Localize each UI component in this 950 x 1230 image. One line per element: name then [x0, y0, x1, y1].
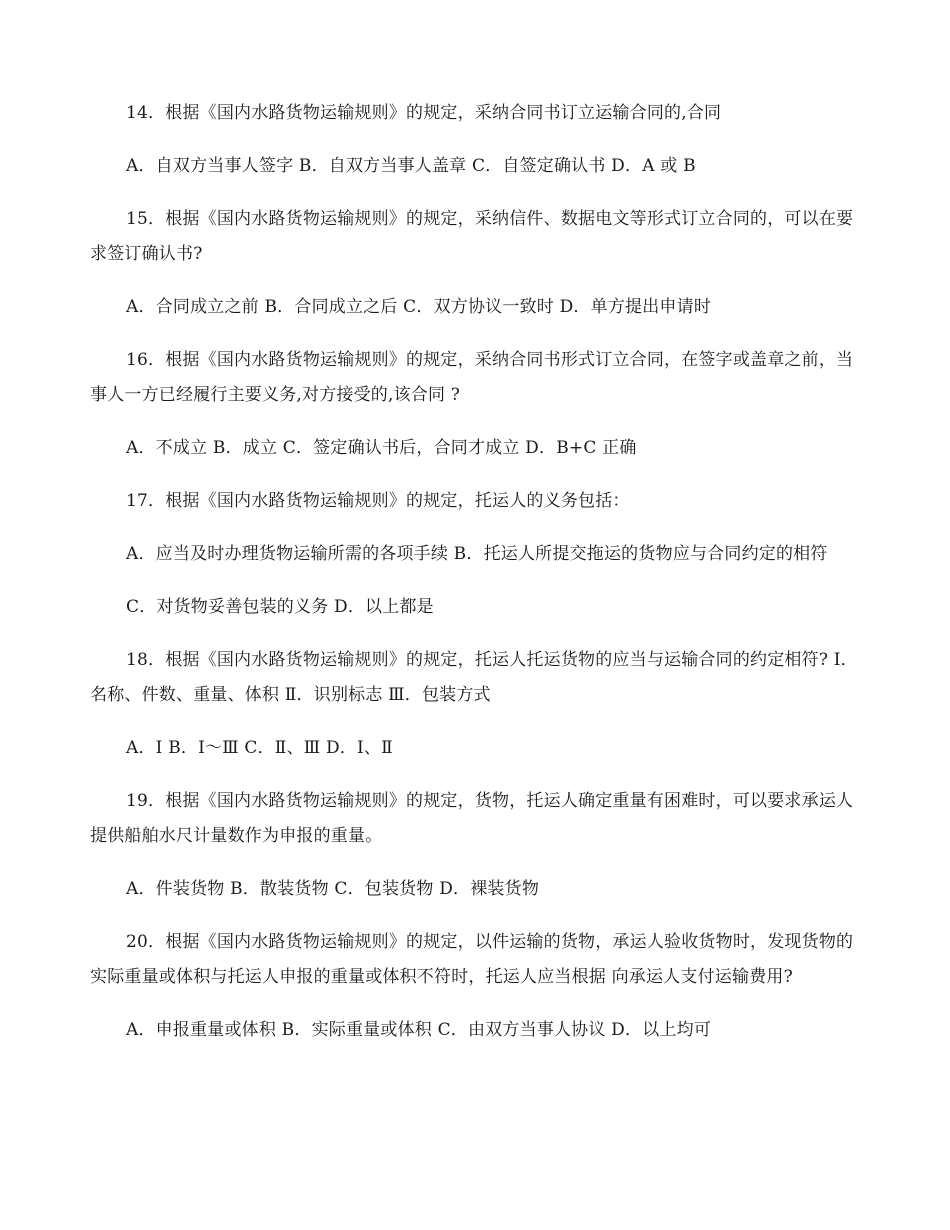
options-17-ab: A．应当及时办理货物运输所需的各项手续 B．托运人所提交拖运的货物应与合同约定的相符 [126, 544, 828, 564]
question-18: 18．根据《国内水路货物运输规则》的规定，托运人托运货物的应当与运输合同的约定相符? Ⅰ．名称、件数、重量、体积 Ⅱ．识别标志 Ⅲ．包装方式 [90, 650, 858, 705]
options-15: A．合同成立之前 B．合同成立之后 C．双方协议一致时 D．单方提出申请时 [126, 297, 712, 317]
options-20: A．申报重量或体积 B．实际重量或体积 C．由双方当事人协议 D．以上均可 [126, 1020, 712, 1040]
question-16: 16．根据《国内水路货物运输规则》的规定，采纳合同书形式订立合同，在签字或盖章之前，当事人一方已经履行主要义务,对方接受的,该合同 ? [90, 350, 854, 405]
question-15: 15．根据《国内水路货物运输规则》的规定，采纳信件、数据电文等形式订立合同的，可以在要求签订确认书? [90, 209, 854, 264]
document-body [90, 96, 860, 1066]
question-20: 20．根据《国内水路货物运输规则》的规定，以件运输的货物，承运人验收货物时，发现货物的实际重量或体积与托运人申报的重量或体积不符时，托运人应当根据 向承运人支付运输费用? [90, 932, 854, 987]
question-14: 14．根据《国内水路货物运输规则》的规定，采纳合同书订立运输合同的,合同 [126, 103, 722, 123]
options-17-cd: C．对货物妥善包装的义务 D．以上都是 [126, 597, 434, 617]
options-14: A．自双方当事人签字 B．自双方当事人盖章 C．自签定确认书 D．A 或 B [126, 156, 696, 176]
question-17: 17．根据《国内水路货物运输规则》的规定，托运人的义务包括： [126, 491, 630, 511]
question-19: 19．根据《国内水路货物运输规则》的规定，货物，托运人确定重量有困难时，可以要求承运人提供船舶水尺计量数作为申报的重量。 [90, 791, 854, 846]
options-18: A．Ⅰ B．Ⅰ～Ⅲ C．Ⅱ、Ⅲ D．Ⅰ、Ⅱ [126, 738, 393, 758]
options-19: A．件装货物 B．散装货物 C．包装货物 D．裸装货物 [126, 879, 540, 899]
options-16: A．不成立 B．成立 C．签定确认书后，合同才成立 D．B+C 正确 [126, 438, 637, 458]
